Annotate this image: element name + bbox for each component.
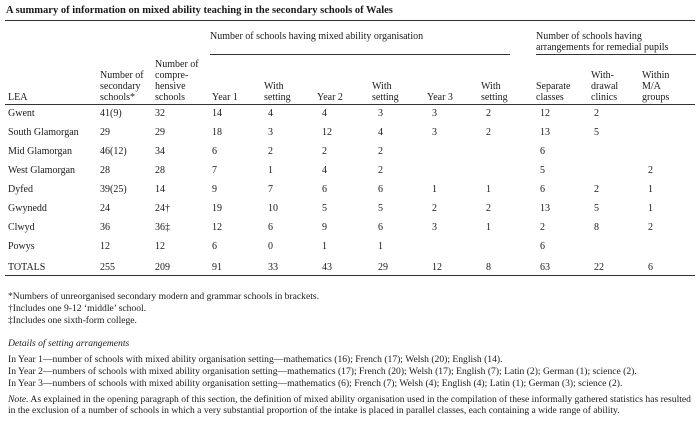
cell-y2: 2	[322, 146, 327, 157]
header-rule	[5, 104, 695, 105]
cell-comp: 28	[155, 165, 165, 176]
cell-y1: 19	[212, 203, 222, 214]
cell-s2: 1	[378, 241, 383, 252]
cell-s2: 6	[378, 222, 383, 233]
cell-comp: 24†	[155, 203, 170, 214]
cell-sec: 24	[100, 203, 110, 214]
top-rule	[5, 20, 695, 21]
cell-sep: 63	[540, 262, 550, 273]
setting-year2: In Year 2—numbers of schools with mixed ability organisation setting—mathematics (17); French (20); Welsh (17); English (7); Latin (2); German (1); science (2).	[8, 366, 637, 377]
cell-sep: 6	[540, 146, 545, 157]
note-paragraph: Note. As explained in the opening paragraph of this section, the definition of mixed ability organisation used in the compilation of these informally gathered statistics has resulted in the exclusion of a number of schools in which a very substantial proportion of the intake is placed in parallel classes, each containing a wide range of ability.	[8, 394, 691, 417]
cell-sec: 41(9)	[100, 108, 122, 119]
cell-s1: 10	[268, 203, 278, 214]
col-header-within: Within M/A groups	[642, 70, 670, 103]
cell-s2: 5	[378, 203, 383, 214]
cell-y3: 2	[432, 203, 437, 214]
cell-wd: 2	[594, 184, 599, 195]
cell-s2: 6	[378, 184, 383, 195]
row-lea: TOTALS	[8, 262, 46, 273]
cell-y1: 6	[212, 241, 217, 252]
table-title: A summary of information on mixed ability teaching in the secondary schools of Wales	[6, 5, 393, 16]
cell-s3: 1	[486, 184, 491, 195]
remedial-group-header-line2: arrangements for remedial pupils	[536, 42, 669, 53]
row-lea: West Glamorgan	[8, 165, 76, 176]
row-lea: Clwyd	[8, 222, 35, 233]
cell-sep: 12	[540, 108, 550, 119]
cell-sep: 6	[540, 184, 545, 195]
cell-s3: 2	[486, 127, 491, 138]
cell-s1: 33	[268, 262, 278, 273]
cell-wd: 2	[594, 108, 599, 119]
cell-y2: 4	[322, 165, 327, 176]
cell-sep: 6	[540, 241, 545, 252]
cell-comp: 36‡	[155, 222, 170, 233]
cell-comp: 209	[155, 262, 170, 273]
col-header-separate: Separate classes	[536, 81, 571, 103]
cell-wd: 22	[594, 262, 604, 273]
cell-s3: 1	[486, 222, 491, 233]
cell-wd: 5	[594, 127, 599, 138]
cell-s3: 2	[486, 108, 491, 119]
cell-s2: 3	[378, 108, 383, 119]
cell-s2: 4	[378, 127, 383, 138]
row-lea: Powys	[8, 241, 35, 252]
cell-y3: 12	[432, 262, 442, 273]
setting-year3: In Year 3—numbers of schools with mixed ability organisation setting—mathematics (6); French (7); Welsh (4); English (4); Latin (1); German (3); science (2).	[8, 378, 623, 389]
cell-wd: 8	[594, 222, 599, 233]
col-header-with-setting-3: With setting	[481, 81, 508, 103]
footnote-middle: †Includes one 9-12 ‘middle’ school.	[8, 303, 147, 314]
cell-y1: 6	[212, 146, 217, 157]
cell-y2: 12	[322, 127, 332, 138]
col-header-with-setting-1: With setting	[264, 81, 291, 103]
col-header-year1: Year 1	[212, 92, 238, 103]
bottom-rule	[5, 275, 695, 276]
cell-comp: 34	[155, 146, 165, 157]
cell-y2: 5	[322, 203, 327, 214]
cell-y3: 3	[432, 108, 437, 119]
cell-y3: 3	[432, 222, 437, 233]
cell-s1: 1	[268, 165, 273, 176]
cell-sep: 2	[540, 222, 545, 233]
cell-wd: 5	[594, 203, 599, 214]
cell-sep: 13	[540, 127, 550, 138]
row-lea: Mid Glamorgan	[8, 146, 72, 157]
mixed-group-rule	[210, 54, 510, 55]
cell-s1: 2	[268, 146, 273, 157]
setting-heading: Details of setting arrangements	[8, 338, 130, 349]
row-lea: Gwent	[8, 108, 35, 119]
cell-wi: 1	[648, 184, 653, 195]
cell-s2: 2	[378, 165, 383, 176]
mixed-group-header: Number of schools having mixed ability organisation	[210, 31, 424, 42]
cell-y1: 91	[212, 262, 222, 273]
col-header-comprehensive: Number of compre- hensive schools	[155, 59, 199, 103]
cell-wi: 6	[648, 262, 653, 273]
col-header-lea: LEA	[8, 92, 28, 103]
cell-y2: 4	[322, 108, 327, 119]
cell-sec: 28	[100, 165, 110, 176]
cell-wi: 2	[648, 165, 653, 176]
cell-s1: 6	[268, 222, 273, 233]
col-header-year2: Year 2	[317, 92, 343, 103]
row-lea: Dyfed	[8, 184, 33, 195]
cell-y1: 14	[212, 108, 222, 119]
cell-y2: 43	[322, 262, 332, 273]
col-header-secondary: Number of secondary schools*	[100, 70, 144, 103]
cell-y1: 7	[212, 165, 217, 176]
cell-y2: 1	[322, 241, 327, 252]
cell-s1: 7	[268, 184, 273, 195]
cell-sec: 255	[100, 262, 115, 273]
footnote-sixth-form: ‡Includes one sixth-form college.	[8, 315, 137, 326]
footnote-secondary: *Numbers of unreorganised secondary modern and grammar schools in brackets.	[8, 291, 319, 302]
row-lea: Gwynedd	[8, 203, 47, 214]
cell-comp: 32	[155, 108, 165, 119]
cell-s3: 2	[486, 203, 491, 214]
col-header-year3: Year 3	[427, 92, 453, 103]
cell-comp: 14	[155, 184, 165, 195]
cell-s3: 8	[486, 262, 491, 273]
cell-y1: 12	[212, 222, 222, 233]
cell-s1: 3	[268, 127, 273, 138]
remedial-group-header-line1: Number of schools having	[536, 31, 642, 42]
cell-s2: 29	[378, 262, 388, 273]
cell-wi: 2	[648, 222, 653, 233]
cell-y3: 1	[432, 184, 437, 195]
cell-sec: 39(25)	[100, 184, 127, 195]
cell-sec: 46(12)	[100, 146, 127, 157]
cell-s2: 2	[378, 146, 383, 157]
remedial-group-rule	[536, 54, 696, 55]
cell-comp: 29	[155, 127, 165, 138]
cell-wi: 1	[648, 203, 653, 214]
col-header-withdrawal: With- drawal clinics	[591, 70, 619, 103]
cell-comp: 12	[155, 241, 165, 252]
setting-year1: In Year 1—number of schools with mixed ability organisation setting—mathematics (16); French (17); Welsh (20); English (14).	[8, 354, 503, 365]
cell-y1: 18	[212, 127, 222, 138]
cell-y2: 6	[322, 184, 327, 195]
cell-sec: 36	[100, 222, 110, 233]
cell-sep: 13	[540, 203, 550, 214]
cell-s1: 4	[268, 108, 273, 119]
cell-y1: 9	[212, 184, 217, 195]
row-lea: South Glamorgan	[8, 127, 79, 138]
cell-sec: 12	[100, 241, 110, 252]
col-header-with-setting-2: With setting	[372, 81, 399, 103]
cell-sec: 29	[100, 127, 110, 138]
cell-sep: 5	[540, 165, 545, 176]
cell-s1: 0	[268, 241, 273, 252]
cell-y2: 9	[322, 222, 327, 233]
cell-y3: 3	[432, 127, 437, 138]
